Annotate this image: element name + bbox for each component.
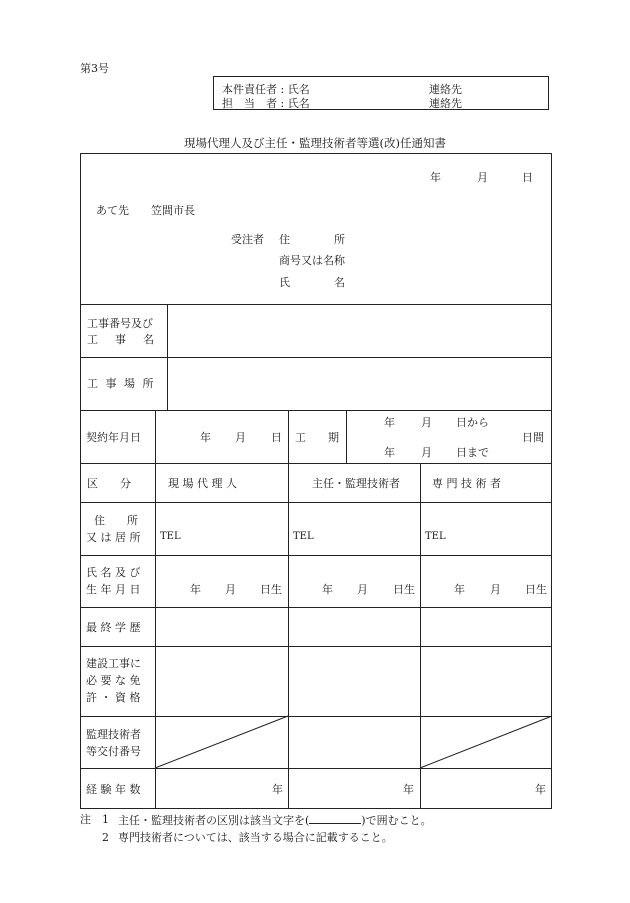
period-from-year: 年 [384, 416, 395, 429]
experience-unit-1: 年 [272, 783, 283, 796]
residence-label-line2: 又 は 居 所 [86, 531, 141, 544]
period-to-year: 年 [384, 446, 395, 459]
dob-month-1: 月 [225, 583, 236, 596]
experience-unit-2: 年 [403, 783, 414, 796]
tel-chief-engineer: TEL [293, 531, 314, 542]
cert-label-line1: 監理技術者 [86, 728, 141, 741]
form-title: 現場代理人及び主任・監理技術者等選(改)任通知書 [184, 136, 446, 150]
period-label: 工 期 [295, 431, 339, 444]
period-from-month: 月 [421, 416, 432, 429]
diagonal-site-agent [155, 716, 288, 768]
period-to-suffix: 日まで [456, 446, 489, 459]
note-2-text: 専門技術者については、該当する場合に記載すること。 [118, 831, 393, 844]
dob-suffix-1: 日生 [260, 583, 282, 596]
license-label-line1: 建設工事に [86, 657, 141, 670]
addressee: あて先 笠間市長 [96, 204, 195, 217]
name-dob-label-line1: 氏 名 及 び [86, 566, 141, 579]
note-1-text [118, 814, 432, 826]
contractor-label: 受注者 [231, 233, 264, 246]
note-1-text-b: )で囲むこと。 [361, 814, 432, 827]
license-label-line3: 許 ・ 資 格 [86, 691, 141, 704]
note-1-underline [309, 814, 361, 824]
contract-date-label: 契約年月日 [86, 431, 141, 444]
responsible-person-label: 本件責任者 : 氏名 [222, 83, 310, 96]
site-agent-header: 現 場 代 理 人 [168, 477, 237, 490]
person-in-charge-label: 担 当 者 : 氏名 [222, 97, 310, 110]
work-no-label-line2: 工 事 名 [87, 333, 157, 346]
tel-specialist: TEL [425, 531, 446, 542]
work-place-label: 工 事 場 所 [87, 377, 156, 390]
license-label-line2: 必 要 な 免 [86, 674, 141, 687]
experience-label: 経 験 年 数 [86, 783, 141, 796]
date-day: 日 [522, 171, 533, 184]
contract-day: 日 [271, 431, 282, 444]
category-label: 区 分 [87, 477, 131, 490]
contract-year: 年 [200, 431, 211, 444]
tel-site-agent: TEL [160, 531, 181, 542]
specialist-engineer-header: 専 門 技 術 者 [432, 477, 501, 490]
dob-year-1: 年 [190, 583, 201, 596]
education-label: 最 終 学 歴 [86, 621, 141, 634]
contract-month: 月 [235, 431, 246, 444]
name-dob-label-line2: 生 年 月 日 [86, 583, 141, 596]
residence-label-line1: 住 所 [94, 514, 138, 527]
form-number: 第3号 [80, 62, 109, 75]
contractor-trade-name-label: 商号又は名称 [279, 254, 345, 267]
date-year: 年 [430, 171, 441, 184]
contractor-name-label: 氏 名 [279, 276, 345, 289]
period-to-month: 月 [421, 446, 432, 459]
person-in-charge-contact-label: 連絡先 [429, 97, 462, 110]
work-no-label-line1: 工事番号及び [87, 317, 153, 330]
chief-engineer-header: 主任・監理技術者 [312, 477, 400, 490]
dob-month-2: 月 [357, 583, 368, 596]
diagonal-specialist [420, 716, 552, 768]
note-2-number: 2 [102, 831, 109, 844]
dob-month-3: 月 [490, 583, 501, 596]
note-1-text-a: 主任・監理技術者の区別は該当文字を( [118, 814, 310, 827]
dob-year-3: 年 [454, 583, 465, 596]
experience-unit-3: 年 [535, 783, 546, 796]
dob-year-2: 年 [322, 583, 333, 596]
dob-suffix-3: 日生 [525, 583, 547, 596]
dob-suffix-2: 日生 [393, 583, 415, 596]
note-1-number: 1 [102, 813, 109, 826]
period-from-suffix: 日から [456, 416, 489, 429]
date-month: 月 [477, 171, 488, 184]
responsible-contact-label: 連絡先 [429, 83, 462, 96]
contractor-address-label: 住 所 [279, 233, 345, 246]
notes-label: 注 [80, 813, 91, 826]
period-days: 日間 [522, 431, 544, 444]
cert-label-line2: 等交付番号 [86, 745, 141, 758]
